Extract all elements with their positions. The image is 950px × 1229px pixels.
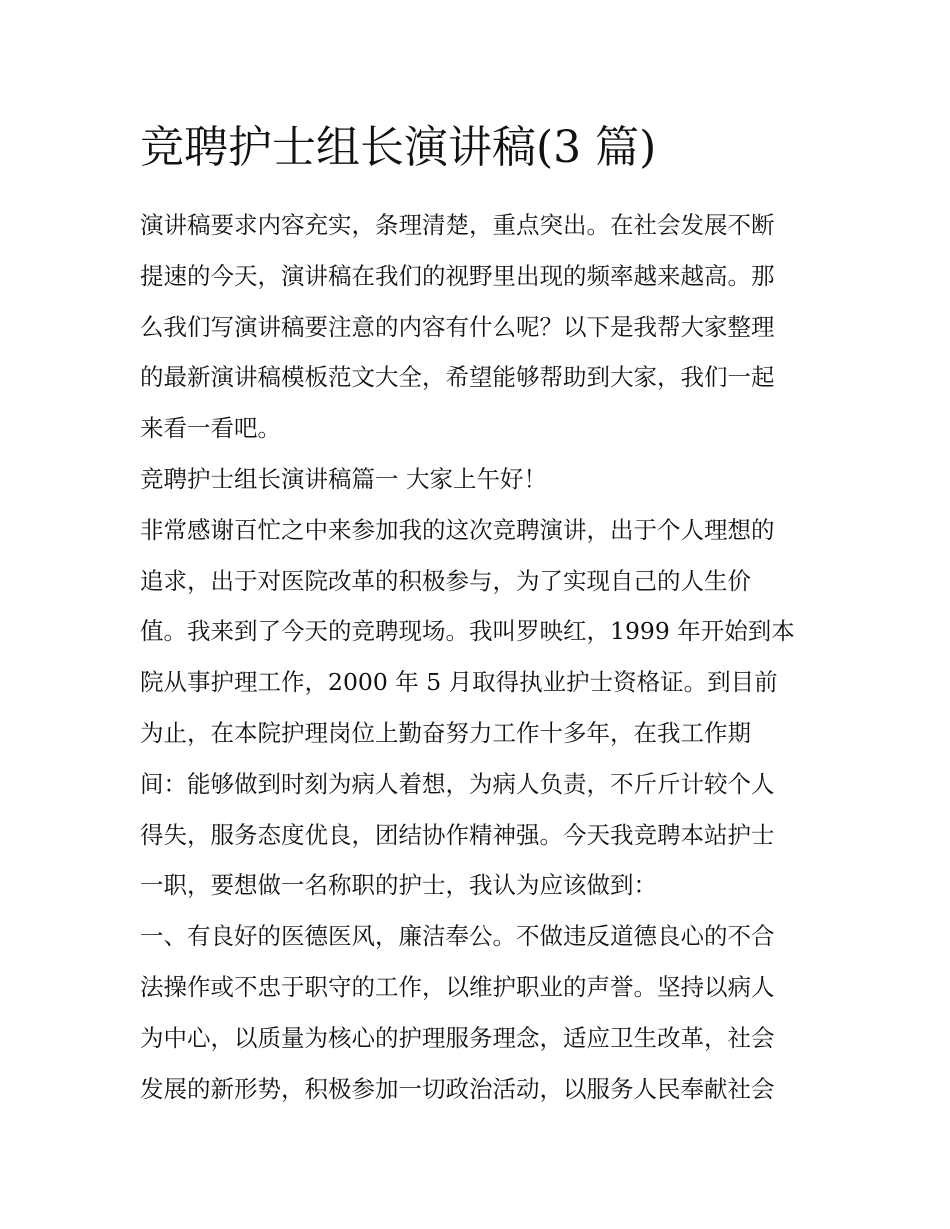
section-heading-line: 竞聘护士组长演讲稿篇一 大家上午好！ <box>140 464 547 493</box>
paragraph-line: 为止，在本院护理岗位上勤奋努力工作十多年，在我工作期 <box>140 718 751 747</box>
document-title: 竞聘护士组长演讲稿(3 篇) <box>140 122 657 173</box>
paragraph-line: 一、有良好的医德医风，廉洁奉公。不做违反道德良心的不合 <box>140 922 775 951</box>
paragraph-line: 追求，出于对医院改革的积极参与，为了实现自己的人生价 <box>140 566 751 595</box>
paragraph-line: 得失，服务态度优良，团结协作精神强。今天我竞聘本站护士 <box>140 820 775 849</box>
paragraph-line: 间：能够做到时刻为病人着想，为病人负责，不斤斤计较个人 <box>140 769 775 798</box>
paragraph-line: 法操作或不忠于职守的工作，以维护职业的声誉。坚持以病人 <box>140 972 775 1001</box>
paragraph-line: 为中心，以质量为核心的护理服务理念，适应卫生改革，社会 <box>140 1023 775 1052</box>
paragraph-line: 值。我来到了今天的竞聘现场。我叫罗映红，1999 年开始到本 <box>140 617 795 646</box>
paragraph-line: 一职，要想做一名称职的护士，我认为应该做到： <box>140 871 657 900</box>
paragraph-line: 院从事护理工作，2000 年 5 月取得执业护士资格证。到目前 <box>140 668 778 697</box>
paragraph-line: 提速的今天，演讲稿在我们的视野里出现的频率越来越高。那 <box>140 261 775 290</box>
paragraph-line: 非常感谢百忙之中来参加我的这次竞聘演讲，出于个人理想的 <box>140 515 775 544</box>
paragraph-line: 的最新演讲稿模板范文大全，希望能够帮助到大家，我们一起 <box>140 363 775 392</box>
paragraph-line: 么我们写演讲稿要注意的内容有什么呢？以下是我帮大家整理 <box>140 312 775 341</box>
paragraph-line: 来看一看吧。 <box>140 414 281 443</box>
document-body <box>140 200 815 1114</box>
paragraph-line: 演讲稿要求内容充实，条理清楚，重点突出。在社会发展不断 <box>140 211 775 239</box>
paragraph-line: 发展的新形势，积极参加一切政治活动，以服务人民奉献社会 <box>140 1074 775 1103</box>
